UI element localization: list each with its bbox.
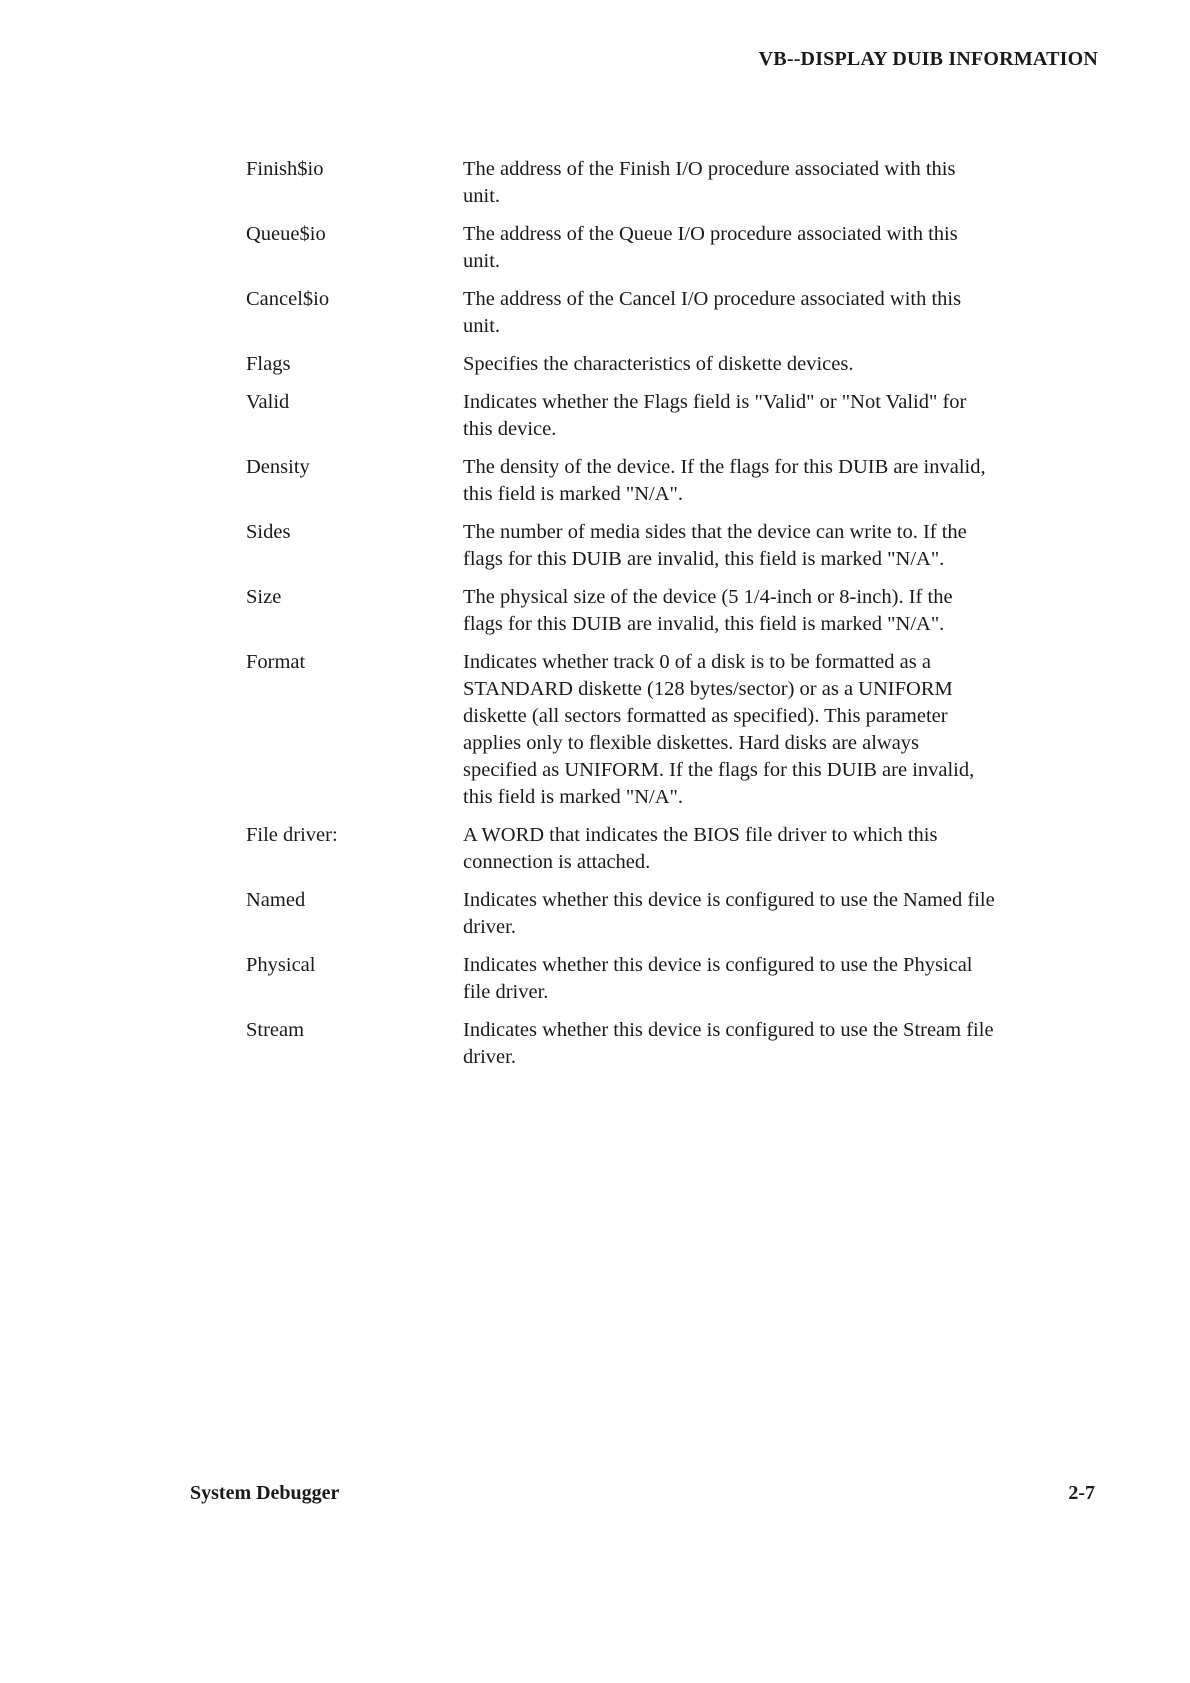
definition-description: A WORD that indicates the BIOS file driver to which this connection is attached. (463, 824, 938, 873)
definition-description: The address of the Finish I/O procedure associated with this unit. (463, 158, 956, 207)
definition-term: Format (246, 651, 306, 673)
definition-description: The density of the device. If the flags for this DUIB are invalid, this field is marked "N/A". (463, 456, 986, 505)
definition-row (246, 286, 1086, 340)
definition-row (246, 156, 1086, 210)
definition-description: Indicates whether this device is configured to use the Named file driver. (463, 889, 995, 938)
definition-term: Queue$io (246, 223, 326, 245)
definition-term: Physical (246, 954, 316, 976)
definition-term: Stream (246, 1019, 305, 1041)
definition-row (246, 649, 1086, 811)
definition-term: Cancel$io (246, 288, 330, 310)
definition-row (246, 221, 1086, 275)
definition-description: The physical size of the device (5 1/4-inch or 8-inch). If the flags for this DUIB are invalid, this field is marked "N/A". (463, 586, 953, 635)
definition-row (246, 519, 1086, 573)
definition-row (246, 822, 1086, 876)
definition-description: Indicates whether track 0 of a disk is to be formatted as a STANDARD diskette (128 bytes/sector) or as a UNIFORM diskette (all sectors formatted as specified). This parameter applies only to flexible diskettes. Hard disks are always specified as UNIFORM. If the flags for this DUIB are invalid, this field is marked "N/A". (463, 651, 975, 808)
definition-row (246, 584, 1086, 638)
definition-row (246, 1017, 1086, 1071)
definition-row (246, 454, 1086, 508)
definition-row (246, 351, 1086, 378)
page-header-title: VB--DISPLAY DUIB INFORMATION (758, 48, 1098, 70)
definition-description: Indicates whether the Flags field is "Valid" or "Not Valid" for this device. (463, 391, 967, 440)
definition-description: Specifies the characteristics of diskette devices. (463, 353, 854, 375)
definition-term: File driver: (246, 824, 338, 846)
definition-description: The address of the Cancel I/O procedure associated with this unit. (463, 288, 962, 337)
definition-term: Size (246, 586, 282, 608)
definition-term: Named (246, 889, 306, 911)
definition-description: Indicates whether this device is configured to use the Physical file driver. (463, 954, 973, 1003)
definition-row (246, 389, 1086, 443)
definition-row (246, 952, 1086, 1006)
definition-row (246, 887, 1086, 941)
definition-term: Finish$io (246, 158, 324, 180)
definition-term: Flags (246, 353, 291, 375)
definition-term: Sides (246, 521, 291, 543)
definition-term: Valid (246, 391, 290, 413)
definition-description: The number of media sides that the device can write to. If the flags for this DUIB are invalid, this field is marked "N/A". (463, 521, 967, 570)
definition-list (246, 156, 1086, 1082)
definition-description: The address of the Queue I/O procedure associated with this unit. (463, 223, 958, 272)
page-number: 2-7 (1068, 1482, 1095, 1504)
footer-title: System Debugger (190, 1482, 340, 1504)
definition-term: Density (246, 456, 310, 478)
definition-description: Indicates whether this device is configured to use the Stream file driver. (463, 1019, 994, 1068)
